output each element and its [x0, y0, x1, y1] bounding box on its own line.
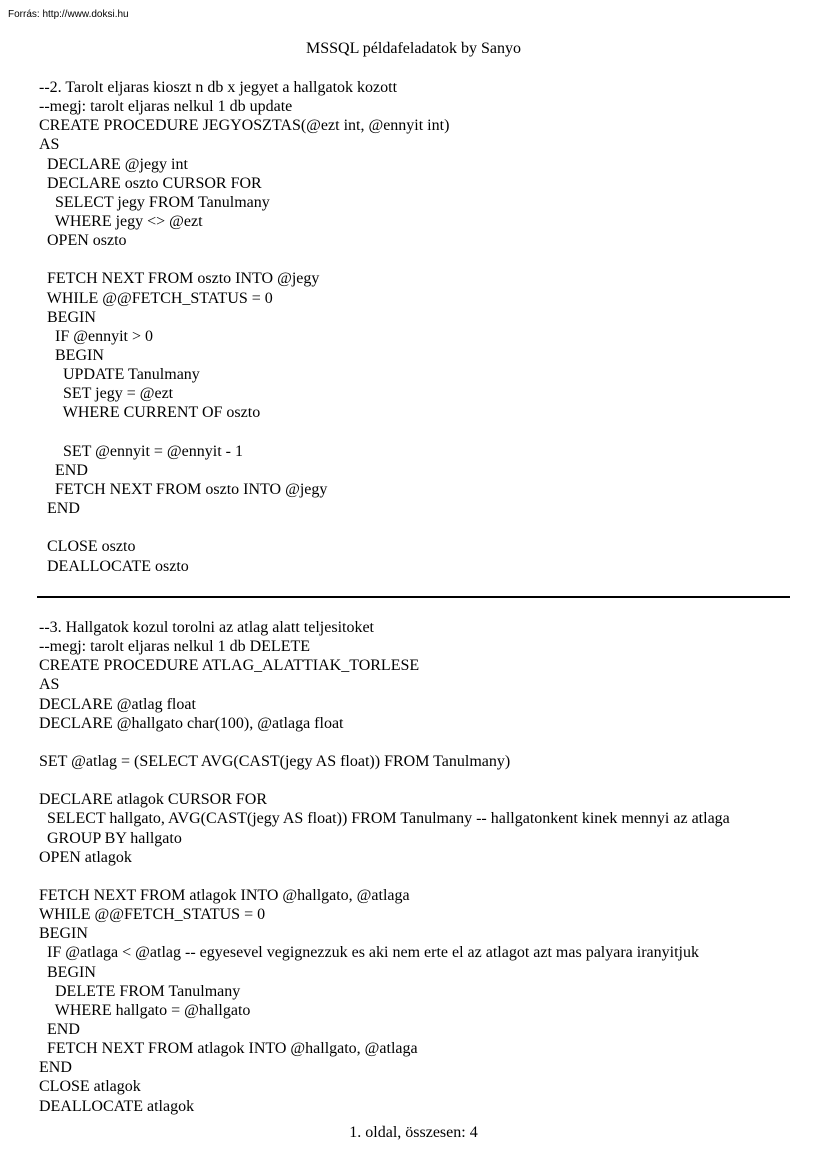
code-line: END — [39, 1059, 72, 1077]
code-line: AS — [39, 136, 60, 154]
code-line — [39, 733, 730, 752]
document-title: MSSQL példafeladatok by Sanyo — [306, 40, 521, 57]
code-line: BEGIN — [39, 925, 88, 943]
code-line: --megj: tarolt eljaras nelkul 1 db DELETE — [39, 638, 311, 656]
code-line: CLOSE oszto — [39, 538, 136, 556]
code-line: DECLARE atlagok CURSOR FOR — [39, 791, 268, 809]
code-line: SET jegy = @ezt — [39, 385, 174, 403]
code-line: IF @atlaga < @atlag -- egyesevel vegignezzuk es aki nem erte el az atlagot azt mas palyara iranyitjuk — [39, 944, 699, 962]
code-line — [39, 867, 730, 886]
code-line: END — [39, 1020, 80, 1038]
code-line — [39, 423, 449, 442]
code-line: WHILE @@FETCH_STATUS = 0 — [39, 289, 273, 307]
code-line — [39, 518, 449, 537]
code-line: DEALLOCATE oszto — [39, 557, 189, 575]
code-line: FETCH NEXT FROM atlagok INTO @hallgato, @atlaga — [39, 886, 410, 904]
section-divider — [37, 596, 790, 598]
code-line: SET @ennyit = @ennyit - 1 — [39, 442, 243, 460]
code-line: SELECT hallgato, AVG(CAST(jegy AS float)) FROM Tanulmany -- hallgatonkent kinek mennyi az atlaga — [39, 810, 730, 828]
code-line: CLOSE atlagok — [39, 1078, 141, 1096]
code-line: --2. Tarolt eljaras kioszt n db x jegyet a hallgatok kozott — [39, 79, 398, 96]
code-line: OPEN oszto — [39, 232, 127, 250]
code-line: DELETE FROM Tanulmany — [39, 982, 241, 1000]
code-line: SELECT jegy FROM Tanulmany — [39, 193, 270, 211]
task-3-code — [39, 618, 730, 1116]
code-line: BEGIN — [39, 963, 96, 981]
code-line: SET @atlag = (SELECT AVG(CAST(jegy AS float)) FROM Tanulmany) — [39, 752, 511, 770]
code-line: FETCH NEXT FROM oszto INTO @jegy — [39, 480, 328, 498]
code-line: WHILE @@FETCH_STATUS = 0 — [39, 906, 266, 924]
code-line: --megj: tarolt eljaras nelkul 1 db update — [39, 98, 293, 116]
code-line: END — [39, 500, 80, 518]
code-line: BEGIN — [39, 346, 104, 364]
code-line: IF @ennyit > 0 — [39, 327, 153, 345]
code-line: GROUP BY hallgato — [39, 829, 182, 847]
code-line: DEALLOCATE atlagok — [39, 1097, 195, 1115]
code-line: AS — [39, 676, 60, 694]
code-line — [39, 771, 730, 790]
code-line: BEGIN — [39, 308, 96, 326]
task-2-code — [39, 78, 449, 576]
code-line: --3. Hallgatok kozul torolni az atlag alatt teljesitoket — [39, 619, 374, 636]
page-number: 1. oldal, összesen: 4 — [349, 1124, 478, 1141]
code-line: DECLARE @jegy int — [39, 155, 188, 173]
code-line: WHERE CURRENT OF oszto — [39, 404, 261, 422]
code-line: CREATE PROCEDURE ATLAG_ALATTIAK_TORLESE — [39, 657, 420, 675]
code-line: END — [39, 461, 88, 479]
code-line: WHERE jegy <> @ezt — [39, 212, 203, 230]
source-label: Forrás: http://www.doksi.hu — [8, 9, 129, 20]
code-line: FETCH NEXT FROM oszto INTO @jegy — [39, 270, 320, 288]
code-line: FETCH NEXT FROM atlagok INTO @hallgato, @atlaga — [39, 1040, 418, 1058]
code-line: DECLARE @atlag float — [39, 695, 196, 713]
code-line — [39, 250, 449, 269]
code-line: DECLARE @hallgato char(100), @atlaga float — [39, 714, 344, 732]
code-line: UPDATE Tanulmany — [39, 366, 200, 384]
code-line: WHERE hallgato = @hallgato — [39, 1001, 251, 1019]
code-line: CREATE PROCEDURE JEGYOSZTAS(@ezt int, @ennyit int) — [39, 117, 450, 135]
code-line: OPEN atlagok — [39, 848, 132, 866]
code-line: DECLARE oszto CURSOR FOR — [39, 174, 262, 192]
